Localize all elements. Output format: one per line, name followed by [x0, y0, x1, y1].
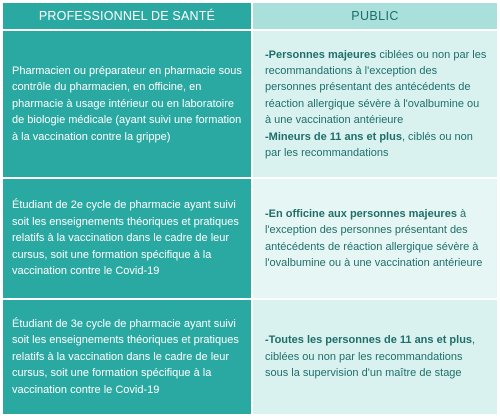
row-3-public-item-1-bold: -Toutes les personnes de 11 ans et plus: [265, 334, 473, 347]
row-2-public-text: [265, 206, 487, 272]
row-3-public-text: [265, 332, 487, 381]
row-2-public-item-1-rest: à l'exception des personnes présentant des antécédents de réaction allergique sévère à l'ovalbumine ou à une vaccination antérieure: [265, 207, 483, 269]
row-2-professional-text: Étudiant de 2e cycle de pharmacie ayant suivi soit les enseignements théoriques et pratiques relatifs à la vaccination dans le cadre de leur cursus, soit une formation spécifique à la vaccination contre le Covid-19: [12, 199, 239, 278]
row-3-professional-text: Étudiant de 3e cycle de pharmacie ayant suivi soit les enseignements théoriques et pratiques relatifs à la vaccination dans le cadre de leur cursus, soit une formation spécifique à la vaccination contre le Covid-19: [12, 317, 239, 396]
row-1-public: [253, 31, 497, 179]
row-1-professional: [3, 31, 253, 179]
row-3-public: [253, 300, 497, 416]
eligibility-table: [3, 3, 497, 416]
row-3-public-item-1-rest: , ciblées ou non par les recommandations sous la supervision d'un maître de stage: [265, 334, 476, 380]
row-1-public-item-1-bold: -Personnes majeures: [265, 48, 377, 61]
header-professionnel: PROFESSIONNEL DE SANTÉ: [3, 3, 253, 31]
row-1-public-item-1-rest: ciblées ou non par les recommandations à l'exception des personnes présentant des antécédents de réaction allergique sévère à l'ovalbumine ou à une vaccination antérieure: [265, 48, 487, 127]
row-2-public: [253, 179, 497, 300]
row-1-professional-text: Pharmacien ou préparateur en pharmacie sous contrôle du pharmacien, en officine, en pharmacie à usage intérieur ou en laboratoire de biologie médicale (ayant suivi une formation à la vaccination contre la grippe): [12, 64, 242, 143]
row-2-professional: [3, 179, 253, 300]
row-1-public-text: [265, 47, 487, 162]
row-2-public-item-1-bold: -En officine aux personnes majeures: [265, 207, 457, 220]
header-public: PUBLIC: [253, 3, 497, 31]
row-3-professional: [3, 300, 253, 416]
row-1-public-item-2-rest: , ciblés ou non par les recommandations: [265, 130, 473, 160]
row-1-public-item-2-bold: -Mineurs de 11 ans et plus: [265, 130, 402, 143]
